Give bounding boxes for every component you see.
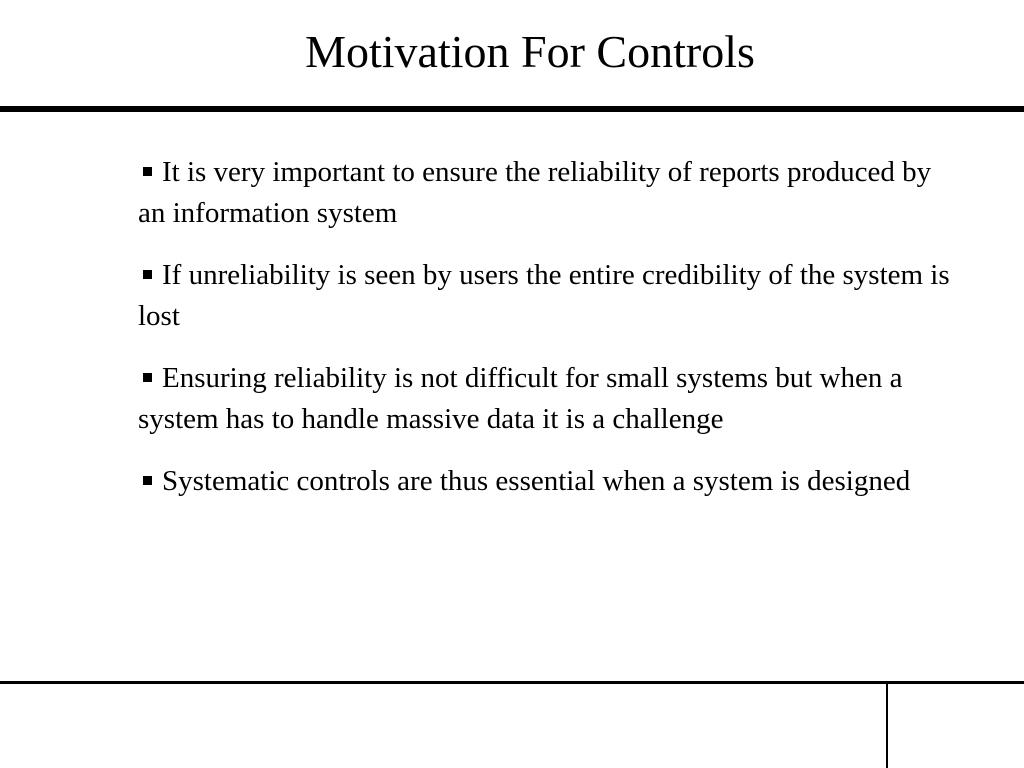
bullet-item	[138, 255, 958, 337]
footer-vertical-divider	[886, 684, 888, 768]
bullet-item	[138, 461, 958, 502]
bullet-list	[138, 152, 958, 523]
bullet-item	[138, 152, 958, 234]
square-bullet-icon	[143, 270, 152, 279]
bullet-text: Systematic controls are thus essential when a system is designed	[162, 465, 911, 497]
footer-divider	[0, 681, 1024, 684]
square-bullet-icon	[143, 476, 152, 485]
slide-title: Motivation For Controls	[305, 26, 755, 77]
square-bullet-icon	[143, 373, 152, 382]
bullet-text: It is very important to ensure the reliability of reports produced by an information system	[138, 156, 932, 229]
bullet-text: Ensuring reliability is not difficult for small systems but when a system has to handle massive data it is a challenge	[138, 362, 903, 435]
bullet-text: If unreliability is seen by users the entire credibility of the system is lost	[138, 259, 950, 332]
title-divider	[0, 106, 1024, 112]
bullet-item	[138, 358, 958, 440]
square-bullet-icon	[143, 167, 152, 176]
